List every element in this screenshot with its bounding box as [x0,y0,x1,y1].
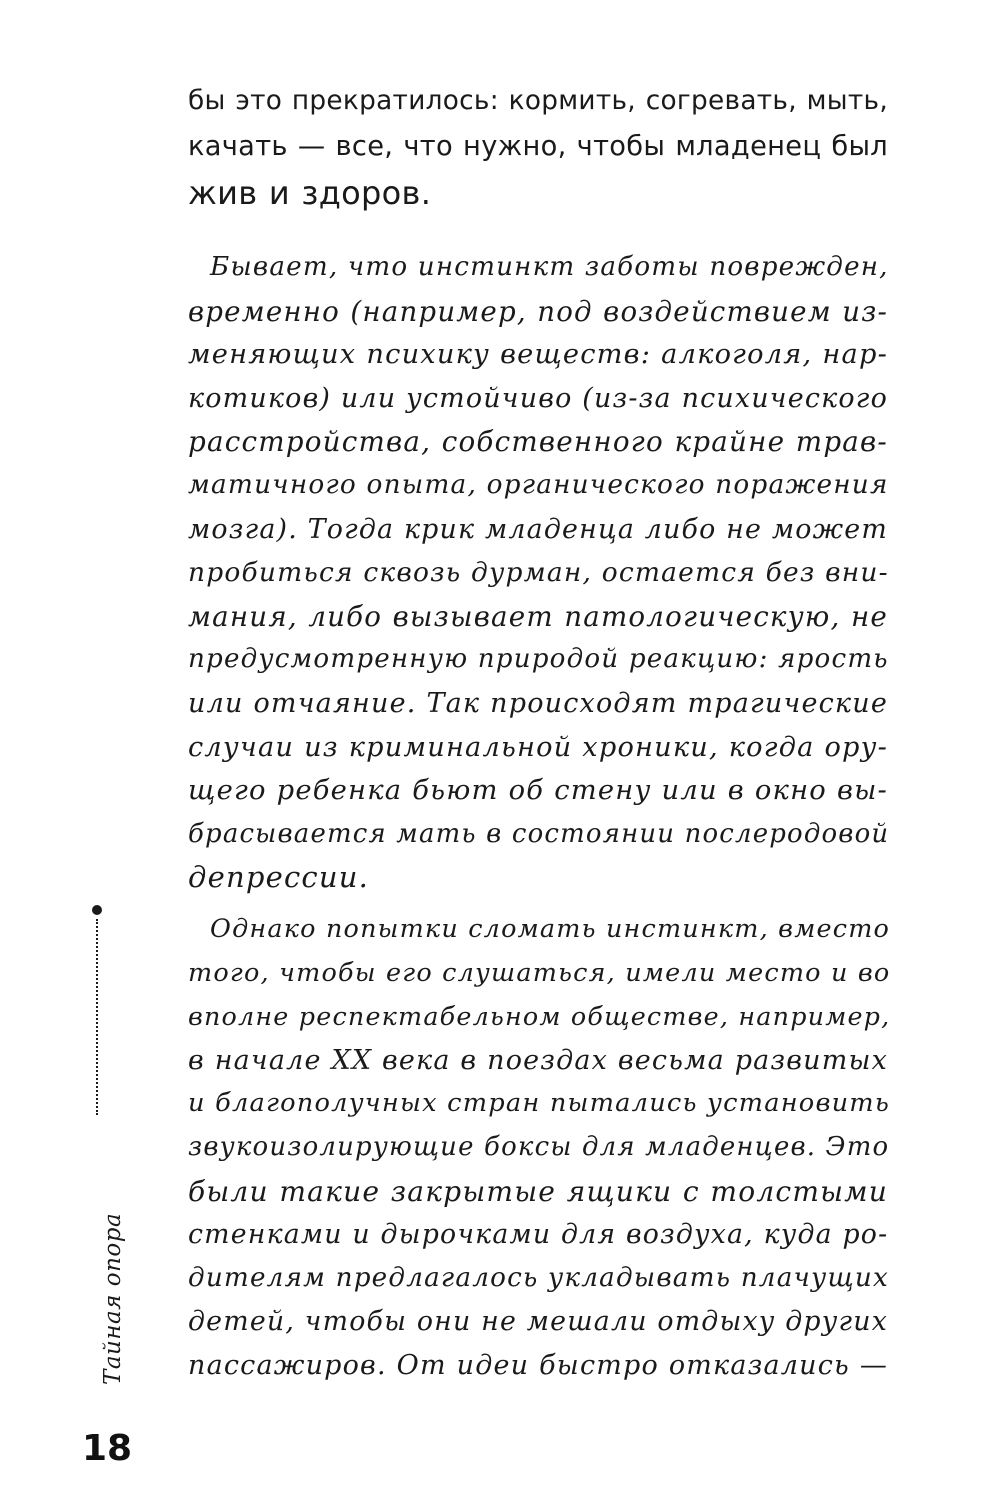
text-line: пассажиров. От идеи быстро отказались — [188,1349,888,1381]
text-line: стенками и дырочками для воздуха, куда ро- [188,1219,889,1251]
italic-paragraph-2 [188,908,891,1388]
text-line: матичного опыта, органического поражения [188,469,889,500]
text-line: детей, чтобы они не мешали отдыху других [188,1306,888,1338]
text-line: депрессии. [188,860,370,895]
text-line: и благополучных стран пытались установить [188,1088,890,1119]
text-line: того, чтобы его слушаться, имели место и во [188,957,891,988]
text-line: мозга). Тогда крик младенца либо не может [188,513,888,545]
text-line: дителям предлагалось укладывать плачущих [188,1262,889,1293]
text-line: или отчаяние. Так происходят трагические [188,687,888,719]
text-line: жив и здоров. [188,174,432,212]
text-line: были такие закрытые ящики с толстыми [188,1174,888,1208]
text-line: меняющих психику веществ: алкоголя, нар- [188,339,888,371]
page-number: 18 [82,1428,133,1469]
italic-paragraph-1 [188,246,888,900]
dotted-leader-line [96,919,98,1115]
text-line: временно (например, под воздействием из- [188,294,888,328]
running-title: Тайная опора [100,1212,126,1385]
text-line: в начале XX века в поездах весьма развитых [188,1044,888,1076]
text-line: Однако попытки сломать инстинкт, вместо [210,914,891,944]
intro-paragraph [188,78,888,216]
text-line: случаи из криминальной хроники, когда ору- [188,731,888,763]
text-line: расстройства, собственного крайне трав- [188,425,888,459]
text-line: брасывается мать в состоянии послеродовой [188,818,890,849]
text-line: мания, либо вызывает патологическую, не [188,599,888,633]
text-line: бы это прекратилось: кормить, согревать, мыть, [188,86,888,116]
text-line: пробиться сквозь дурман, остается без вни- [188,557,889,589]
bullet-dot-icon [92,905,102,915]
text-line: предусмотренную природой реакцию: ярость [188,644,889,675]
text-line: котиков) или устойчиво (из-за психического [188,382,888,414]
text-line: щего ребенка бьют об стену или в окно вы- [188,775,888,807]
text-line: звукоизолирующие боксы для младенцев. Это [188,1131,890,1162]
text-line: Бывает, что инстинкт заботы поврежден, [210,252,889,282]
text-line: качать — все, что нужно, чтобы младенец был [188,131,888,162]
text-line: вполне респектабельном обществе, например, [188,1001,891,1032]
